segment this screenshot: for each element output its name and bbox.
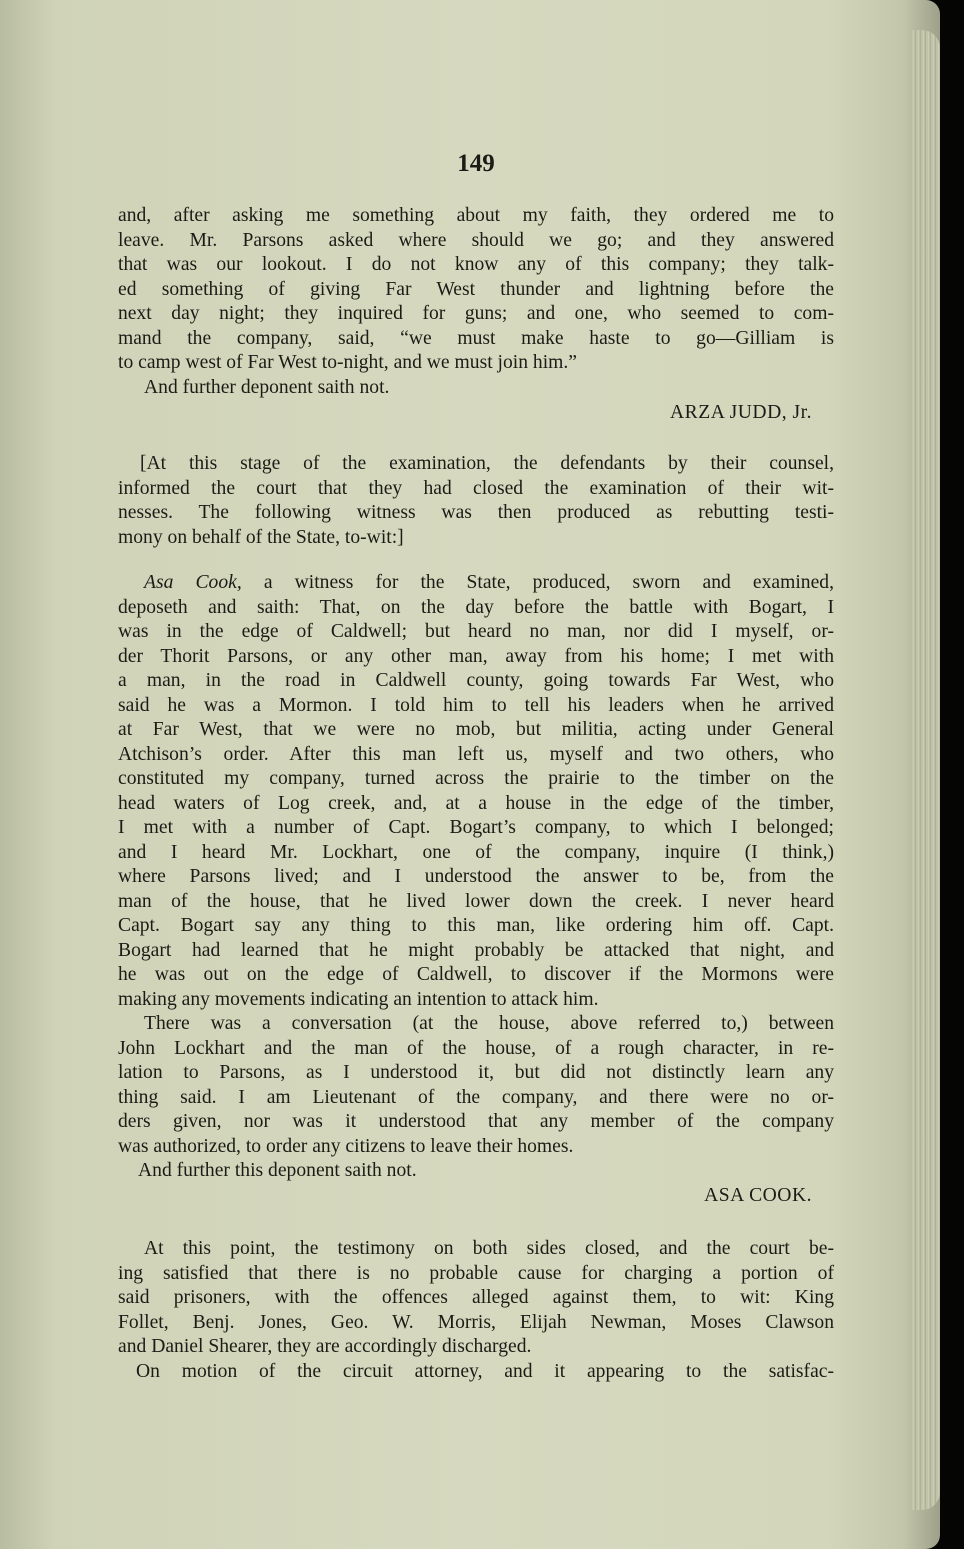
text-line: was in the edge of Caldwell; but heard no man, nor did I myself, or- (118, 621, 834, 642)
text-line: mony on behalf of the State, to-wit:] (118, 526, 404, 548)
text-line: At this point, the testimony on both sides closed, and the court be- (144, 1238, 834, 1259)
text-line: Capt. Bogart say any thing to this man, like ordering him off. Capt. (118, 915, 834, 936)
text-line: to camp west of Far West to-night, and we must join him.” (118, 352, 577, 373)
text-line: lation to Parsons, as I understood it, but did not distinctly learn any (118, 1062, 834, 1083)
text-line: and Daniel Shearer, they are accordingly discharged. (118, 1336, 532, 1357)
text-line: he was out on the edge of Caldwell, to discover if the Mormons were (118, 964, 834, 985)
closing-line: And further this deponent saith not. (138, 1160, 417, 1181)
text-line: nesses. The following witness was then produced as rebutting testi- (118, 502, 834, 523)
court-ruling (118, 1237, 834, 1384)
text-line: was authorized, to order any citizens to leave their homes. (118, 1135, 574, 1157)
text-line: and, after asking me something about my faith, they ordered me to (118, 205, 834, 226)
text-line: deposeth and saith: That, on the day before the battle with Bogart, I (118, 596, 834, 618)
text-line: There was a conversation (at the house, above referred to,) between (144, 1013, 834, 1034)
text-line: head waters of Log creek, and, at a house in the edge of the timber, (118, 792, 834, 814)
text-line: ed something of giving Far West thunder and lightning before the (118, 278, 834, 300)
text-line: man of the house, that he lived lower down the creek. I never heard (118, 890, 834, 912)
cook-testimony (118, 571, 834, 1208)
closing-line: And further deponent saith not. (144, 376, 390, 398)
bracket-note (118, 452, 834, 550)
text-line: Asa Cook, a witness for the State, produced, sworn and examined, (144, 572, 834, 593)
text-line: On motion of the circuit attorney, and it appearing to the satisfac- (136, 1360, 834, 1382)
page-edge (912, 30, 940, 1510)
text-line: that was our lookout. I do not know any of this company; they talk- (118, 254, 834, 275)
page-number: 149 (457, 150, 495, 177)
text-line: said prisoners, with the offences alleged against them, to wit: King (118, 1287, 834, 1308)
text-line: Follet, Benj. Jones, Geo. W. Morris, Elijah Newman, Moses Clawson (118, 1311, 834, 1333)
signature-asa-cook: ASA COOK. (704, 1184, 812, 1206)
text-line: mand the company, said, “we must make haste to go—Gilliam is (118, 327, 834, 349)
text-line: Bogart had learned that he might probably be attacked that night, and (118, 939, 834, 961)
text-line: at Far West, that we were no mob, but militia, acting under General (118, 719, 834, 740)
judd-testimony (118, 204, 834, 426)
witness-name: Asa Cook, (144, 572, 242, 593)
text-line: thing said. I am Lieutenant of the company, and there were no or- (118, 1086, 834, 1108)
text-line: ing satisfied that there is no probable cause for charging a portion of (118, 1262, 834, 1284)
text-line: ders given, nor was it understood that any member of the company (118, 1111, 834, 1132)
text-line: John Lockhart and the man of the house, of a rough character, in re- (118, 1037, 834, 1059)
signature-arza-judd: ARZA JUDD, Jr. (670, 402, 812, 423)
text-line: leave. Mr. Parsons asked where should we go; and they answered (118, 229, 834, 251)
text-line: Atchison’s order. After this man left us, myself and two others, who (118, 743, 834, 765)
text-line: constituted my company, turned across the prairie to the timber on the (118, 768, 834, 789)
text-line: next day night; they inquired for guns; and one, who seemed to com- (118, 303, 834, 324)
text-line: where Parsons lived; and I understood the answer to be, from the (118, 866, 834, 887)
text-line: der Thorit Parsons, or any other man, away from his home; I met with (118, 645, 834, 667)
text-line: and I heard Mr. Lockhart, one of the company, inquire (I think,) (118, 841, 834, 863)
text-line: a man, in the road in Caldwell county, going towards Far West, who (118, 670, 834, 691)
text-line: I met with a number of Capt. Bogart’s company, to which I belonged; (118, 817, 834, 838)
text-line: making any movements indicating an intention to attack him. (118, 988, 599, 1010)
text-line: informed the court that they had closed the examination of their wit- (118, 477, 834, 499)
text-line: [At this stage of the examination, the defendants by their counsel, (140, 453, 834, 474)
text-line: said he was a Mormon. I told him to tell his leaders when he arrived (118, 694, 834, 716)
